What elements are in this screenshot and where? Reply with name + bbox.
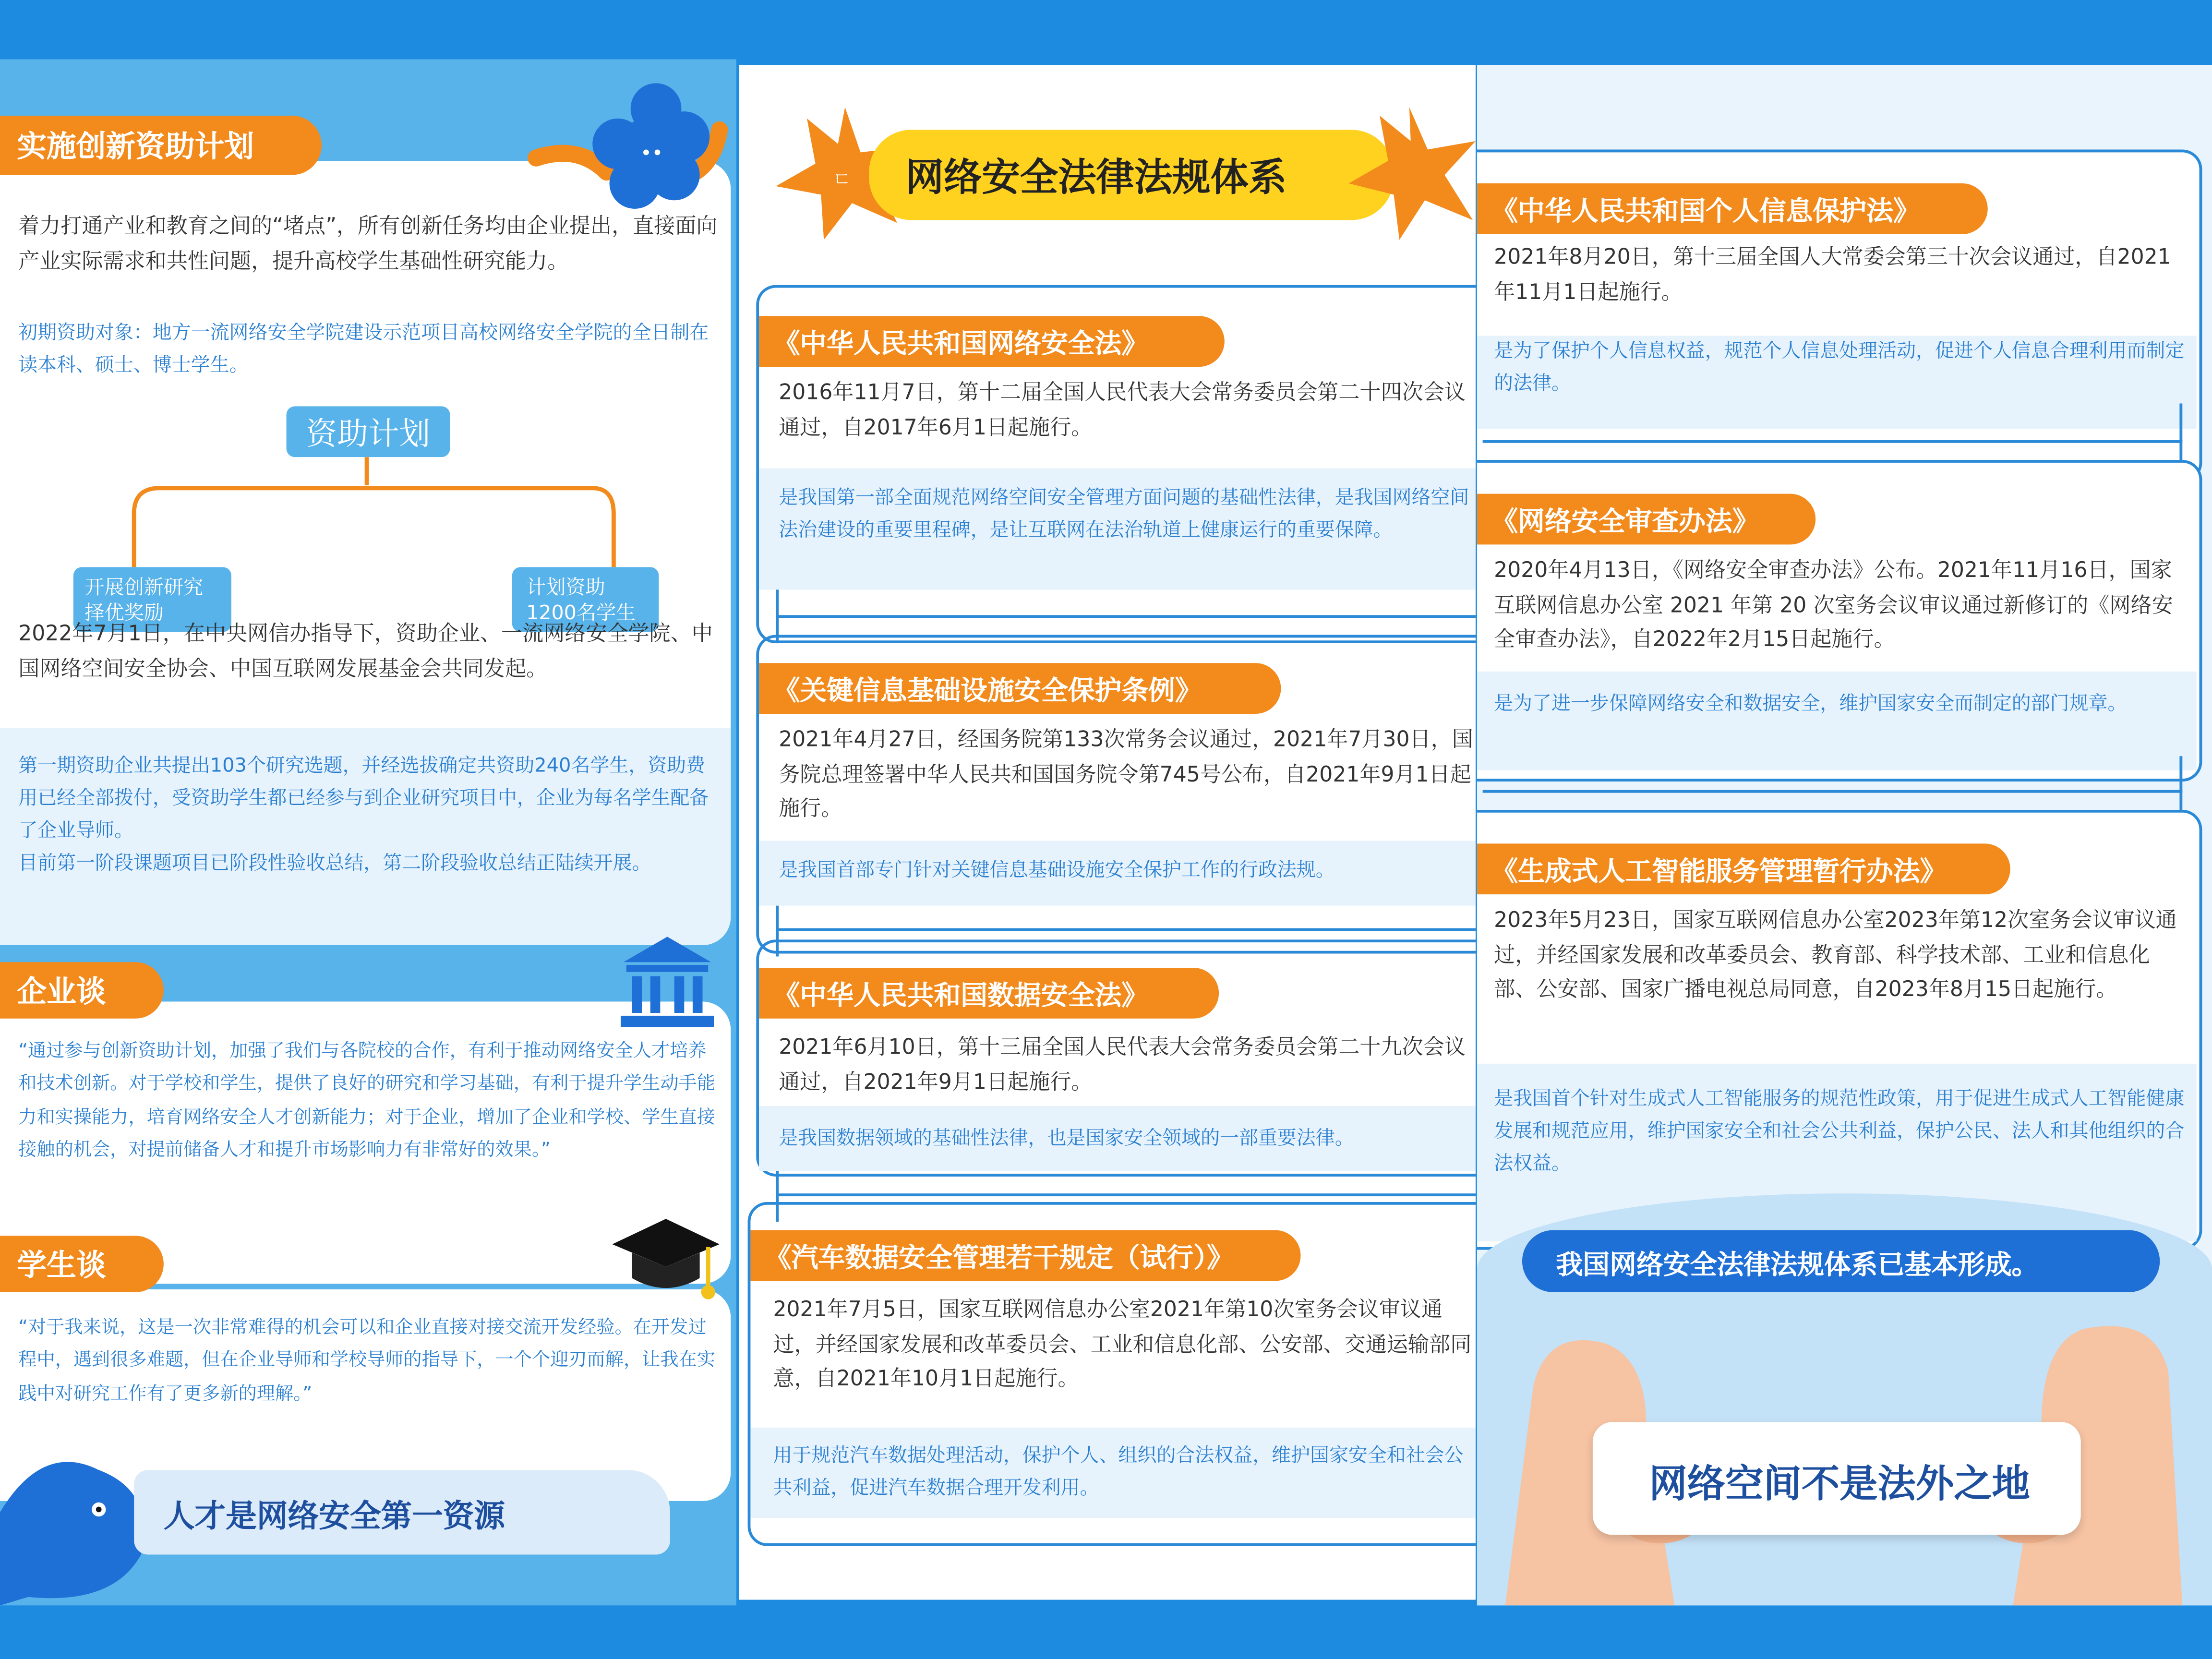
plan-right-box: 计划资助 1200名学生 xyxy=(512,567,659,632)
law-title-7: 《生成式人工智能服务管理暂行办法》 xyxy=(1477,843,2010,894)
law-desc-2: 2021年4月27日，经国务院第133次常务会议通过，2021年7月30日，国务院总理签署中华人民共和国国务院令第745号公布，自2021年9月1日起施行。 xyxy=(779,726,1473,821)
progress-text: 第一期资助企业共提出103个研究选题，并经选拔确定共资助240名学生，资助费用已经全部拨付，受资助学生都已经参与到企业研究项目中，企业为每名学生配备了企业导师。 目前第一阶段课题项目已阶段性验收总结，第二阶段验收总结正陆续开展。 xyxy=(18,755,709,875)
link-6 xyxy=(2179,756,2182,818)
law-desc-3: 2021年6月10日，第十三届全国人民代表大会常务委员会第二十九次会议通过，自2021年9月1日起施行。 xyxy=(779,1034,1466,1094)
law-title-1: 《中华人民共和国网络安全法》 xyxy=(759,316,1225,367)
link-5-bar xyxy=(1483,440,2183,443)
bank-icon xyxy=(618,934,717,1030)
slogan-text: 人才是网络安全第一资源 xyxy=(163,1499,505,1535)
innovation-title: 实施创新资助计划 xyxy=(0,116,322,175)
initial-target-text: 初期资助对象：地方一流网络安全学院建设示范项目高校网络安全学院的全日制在读本科、硕士、博士学生。 xyxy=(18,322,709,377)
enterprise-quote: “通过参与创新资助计划，加强了我们与各院校的合作，有利于推动网络安全人才培养和技术创新。对于学校和学生，提供了良好的研究和学习基础，有利于提升学生动手能力和实操能力，培育网络安全人才创新能力；对于企业，增加了企业和学校、学生直接接触的机会，对提前储备人才和提升市场影响力有非常好的效果。” xyxy=(18,1041,716,1162)
link-5 xyxy=(2179,403,2182,465)
star-mascot-right-icon xyxy=(1346,104,1476,245)
law-title-3: 《中华人民共和国数据安全法》 xyxy=(759,968,1219,1019)
law-title-6: 《网络安全审查办法》 xyxy=(1477,494,1815,545)
law-note-3: 是我国数据领域的基础性法律，也是国家安全领域的一部重要法律。 xyxy=(779,1127,1354,1150)
link-6-bar xyxy=(1483,790,2183,793)
enterprise-title: 企业谈 xyxy=(0,962,164,1019)
law-desc-7: 2023年5月23日，国家互联网信息办公室2023年第12次室务会议审议通过，并经国家发展和改革委员会、教育部、科学技术部、工业和信息化部、公安部、国家广播电视总局同意，自2023年8月15日起施行。 xyxy=(1494,907,2177,1002)
sign-text: 网络空间不是法外之地 xyxy=(1649,1463,2030,1507)
law-desc-6: 2020年4月13日，《网络安全审查办法》公布。2021年11月16日，国家互联网信息办公室 2021 年第 20 次室务会议审议通过新修订的《网络安全审查办法》，自2022年2月15日起施行。 xyxy=(1494,557,2173,652)
plan-label: 资助计划 xyxy=(287,406,450,457)
law-note-7: 是我国首个针对生成式人工智能服务的规范性政策，用于促进生成式人工智能健康发展和规范应用，维护国家安全和社会公共利益，保护公民、法人和其他组织的合法权益。 xyxy=(1494,1087,2185,1176)
law-desc-5: 2021年8月20日，第十三届全国人大常委会第三十次会议通过，自2021年11月1日起施行。 xyxy=(1494,244,2171,304)
law-note-1: 是我国第一部全面规范网络空间安全管理方面问题的基础性法律，是我国网络空间法治建设的重要里程碑，是让互联网在法治轨道上健康运行的重要保障。 xyxy=(779,486,1469,542)
law-note-4: 用于规范汽车数据处理活动，保护个人、组织的合法权益，维护国家安全和社会公共利益，促进汽车数据合理开发利用。 xyxy=(773,1444,1464,1500)
student-quote: “对于我来说，这是一次非常难得的机会可以和企业直接对接交流开发经验。在开发过程中，遇到很多难题，但在企业导师和学校导师的指导下，一个个迎刃而解，让我在实践中对研究工作有了更多新的理解。” xyxy=(18,1317,716,1405)
law-note-6: 是为了进一步保障网络安全和数据安全，维护国家安全而制定的部门规章。 xyxy=(1494,692,2127,715)
plan-left-box: 开展创新研究 择优奖励 xyxy=(73,567,231,632)
banner-title: 网络安全法律法规体系 xyxy=(905,156,1287,201)
link-3-bar xyxy=(776,1193,1476,1196)
launch-text: 2022年7月1日，在中央网信办指导下，资助企业、一流网络安全学院、中国网络空间安全协会、中国互联网发展基金会共同发起。 xyxy=(18,621,713,681)
link-2-bar xyxy=(776,928,1476,931)
law-title-2: 《关键信息基础设施安全保护条例》 xyxy=(759,663,1281,714)
mascot-flower-icon xyxy=(522,73,733,228)
panel-laws-1 xyxy=(739,65,1476,1599)
law-title-5: 《中华人民共和国个人信息保护法》 xyxy=(1477,183,1988,234)
student-title: 学生谈 xyxy=(0,1236,164,1292)
link-1-bar xyxy=(776,615,1476,618)
svg-text:ㄷ: ㄷ xyxy=(832,168,852,191)
innovation-text: 着力打通产业和教育之间的“堵点”，所有创新任务均由企业提出，直接面向产业实际需求和共性问题，提升高校学生基础性研究能力。 xyxy=(18,213,718,273)
law-desc-4: 2021年7月5日，国家互联网信息办公室2021年第10次室务会议审议通过，并经国家发展和改革委员会、工业和信息化部、公安部、交通运输部同意，自2021年10月1日起施行。 xyxy=(773,1296,1472,1391)
law-note-2: 是我国首部专门针对关键信息基础设施安全保护工作的行政法规。 xyxy=(779,859,1335,882)
law-title-4: 《汽车数据安全管理若干规定（试行）》 xyxy=(750,1230,1300,1281)
summary-text: 我国网络安全法律法规体系已基本形成。 xyxy=(1556,1250,2039,1281)
graduation-cap-icon xyxy=(610,1216,722,1315)
panel-laws-2 xyxy=(1477,65,2212,1605)
law-desc-1: 2016年11月7日，第十二届全国人民代表大会常务委员会第二十四次会议通过，自2017年6月1日起施行。 xyxy=(779,379,1466,440)
law-note-5: 是为了保护个人信息权益，规范个人信息处理活动，促进个人信息合理利用而制定的法律。 xyxy=(1494,340,2185,395)
plan-connector xyxy=(113,457,635,570)
panel-innovation xyxy=(0,59,736,1605)
